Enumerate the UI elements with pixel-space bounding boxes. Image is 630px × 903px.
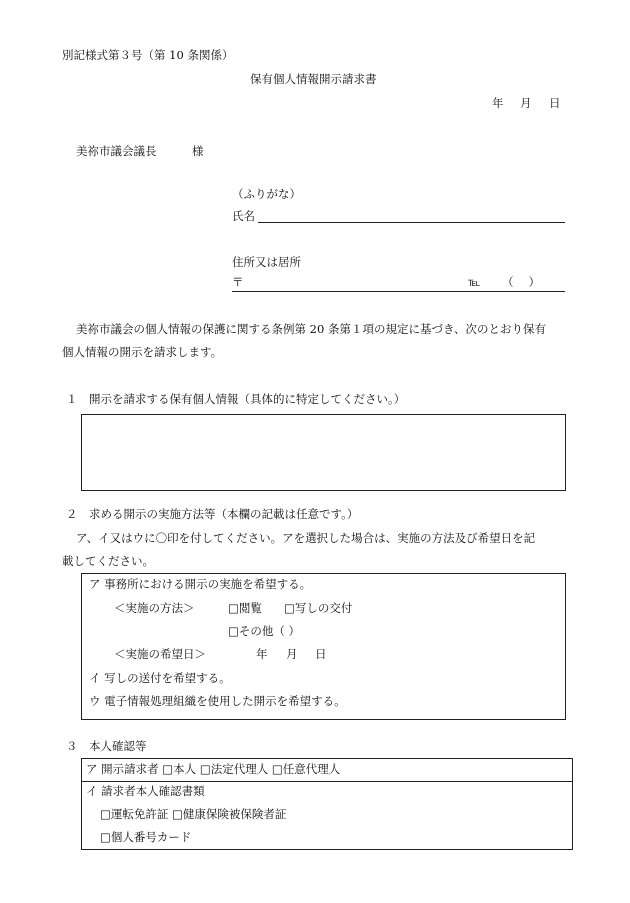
date-year-label: 年 [492,96,504,110]
preferred-date-year: 年 [256,647,268,661]
method-copy-checkbox[interactable]: □写しの交付 [284,601,353,615]
method-view-checkbox[interactable]: □閲覧 [228,601,262,615]
recipient-honorific: 様 [192,144,204,158]
name-label: 氏名 [232,209,255,223]
section2-note-line-2: 載してください。 [62,554,154,568]
identity-requester-type[interactable]: ア 開示請求者 □本人 □法定代理人 □任意代理人 [86,762,341,776]
section1-heading: １ 開示を請求する保有個人情報（具体的に特定してください。） [66,392,406,406]
address-field[interactable] [232,291,565,292]
identity-documents-line-2[interactable]: □個人番号カード [100,830,192,844]
option-c[interactable]: ウ 電子情報処理組織を使用した開示を希望する。 [89,694,346,708]
recipient-name: 美祢市議会議長 [76,144,157,158]
method-label: ＜実施の方法＞ [114,601,195,615]
address-label: 住所又は居所 [232,255,301,269]
name-field[interactable] [258,222,565,223]
preferred-date-month: 月 [286,647,298,661]
section2-note-line-1: ア、イ又はウに〇印を付してください。アを選択した場合は、実施の方法及び希望日を記 [76,531,536,545]
tel-label: ℡ [468,275,481,289]
postal-mark: 〒 [232,275,244,289]
preferred-date-label: ＜実施の希望日＞ [114,647,206,661]
method-other-checkbox[interactable]: □その他（ ） [228,624,301,638]
form-number: 別記様式第３号（第 10 条関係） [62,48,234,62]
requested-info-box[interactable] [81,414,566,491]
section3-heading: ３ 本人確認等 [66,739,147,753]
identity-row-divider [81,781,573,782]
option-a[interactable]: ア 事務所における開示の実施を希望する。 [89,577,312,591]
date-day-label: 日 [549,96,561,110]
page-title: 保有個人情報開示請求書 [250,72,377,86]
identity-documents-label: イ 請求者本人確認書類 [86,784,205,798]
intro-line-1: 美祢市議会の個人情報の保護に関する条例第 20 条第１項の規定に基づき、次のとおり保有 [76,322,546,336]
option-b[interactable]: イ 写しの送付を希望する。 [89,671,231,685]
date-month-label: 月 [520,96,532,110]
preferred-date-day: 日 [315,647,327,661]
section2-heading: ２ 求める開示の実施方法等（本欄の記載は任意です。） [66,507,359,521]
intro-line-2: 個人情報の開示を請求します。 [62,345,223,359]
tel-paren: （ ） [502,275,541,289]
identity-documents-line-1[interactable]: □運転免許証 □健康保険被保険者証 [100,807,287,821]
furigana-label: （ふりがな） [232,187,301,201]
